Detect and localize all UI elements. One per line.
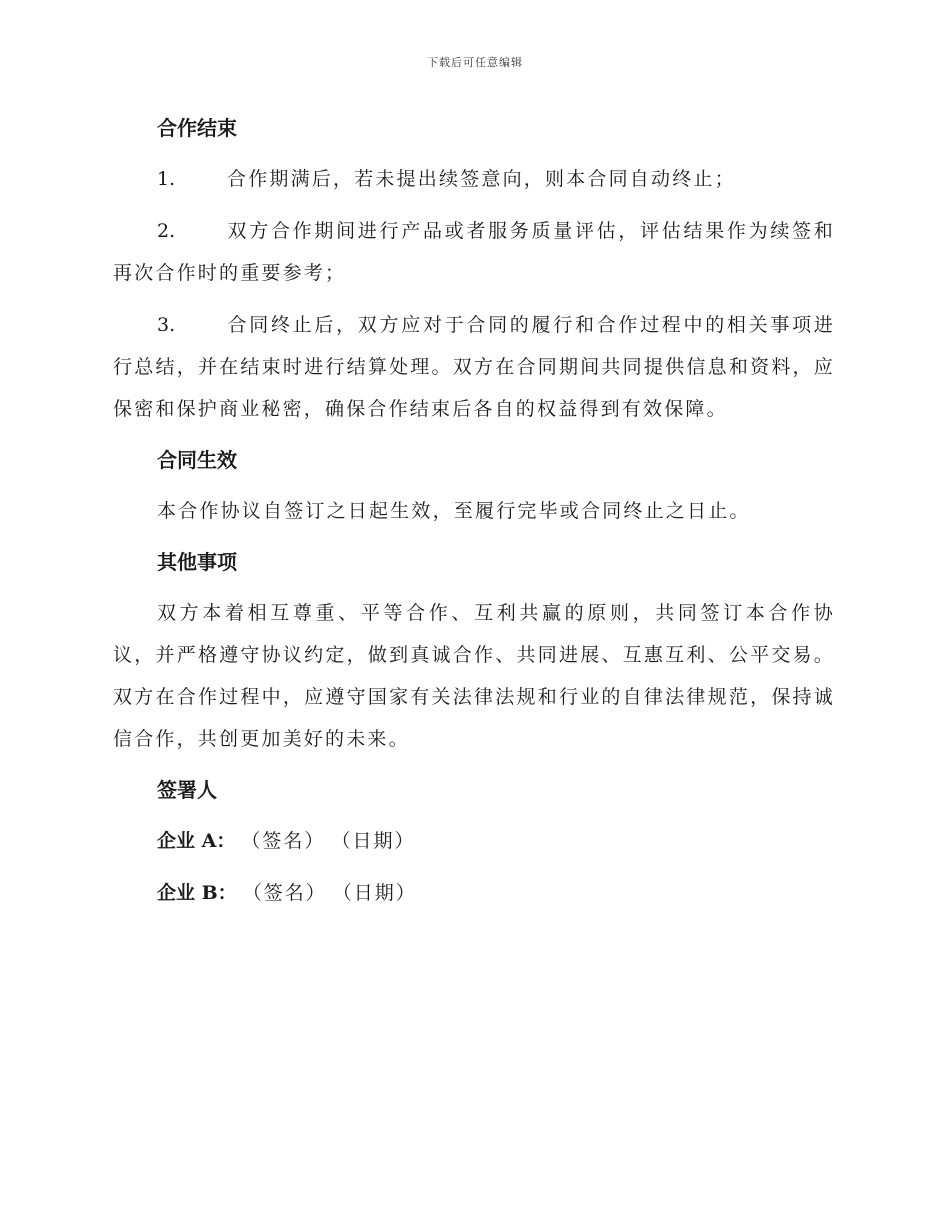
list-item-text: 双方合作期间进行产品或者服务质量评估，评估结果作为续签和再次合作时的重要参考；: [113, 220, 835, 284]
signatory-line-a: [113, 820, 835, 862]
list-item: [113, 304, 835, 430]
list-item-text: 合作期满后，若未提出续签意向，则本合同自动终止；: [227, 168, 736, 190]
document-body: [113, 108, 835, 924]
section-heading-signatories: 签署人: [157, 778, 217, 802]
section-heading-other: 其他事项: [157, 550, 237, 574]
signatory-label: 企业 A：: [157, 830, 236, 852]
date-placeholder: （日期）: [332, 882, 417, 904]
list-item-number: 1.: [157, 168, 176, 190]
list-item-number: 3.: [157, 314, 176, 336]
list-item: [113, 210, 835, 294]
section-heading-effective: 合同生效: [157, 448, 237, 472]
page-header-note: 下载后可任意编辑: [427, 56, 523, 69]
date-placeholder: （日期）: [331, 830, 416, 852]
effective-paragraph: 本合作协议自签订之日起生效，至履行完毕或合同终止之日止。: [157, 500, 751, 522]
list-item-number: 2.: [157, 220, 176, 242]
section-heading-termination: 合作结束: [157, 116, 237, 140]
list-item: [113, 158, 835, 200]
signature-placeholder: （签名）: [242, 882, 327, 904]
other-paragraph: 双方本着相互尊重、平等合作、互利共赢的原则，共同签订本合作协议，并严格遵守协议约定，做到真诚合作、共同进展、互惠互利、公平交易。双方在合作过程中，应遵守国家有关法律法规和行业的自律法律规范，保持诚信合作，共创更加美好的未来。: [113, 602, 835, 750]
signature-placeholder: （签名）: [241, 830, 326, 852]
signatory-label: 企业 B：: [157, 882, 237, 904]
list-item-text: 合同终止后，双方应对于合同的履行和合作过程中的相关事项进行总结，并在结束时进行结算处理。双方在合同期间共同提供信息和资料，应保密和保护商业秘密，确保合作结束后各自的权益得到有效保障。: [113, 314, 835, 420]
signatory-line-b: [113, 872, 835, 914]
